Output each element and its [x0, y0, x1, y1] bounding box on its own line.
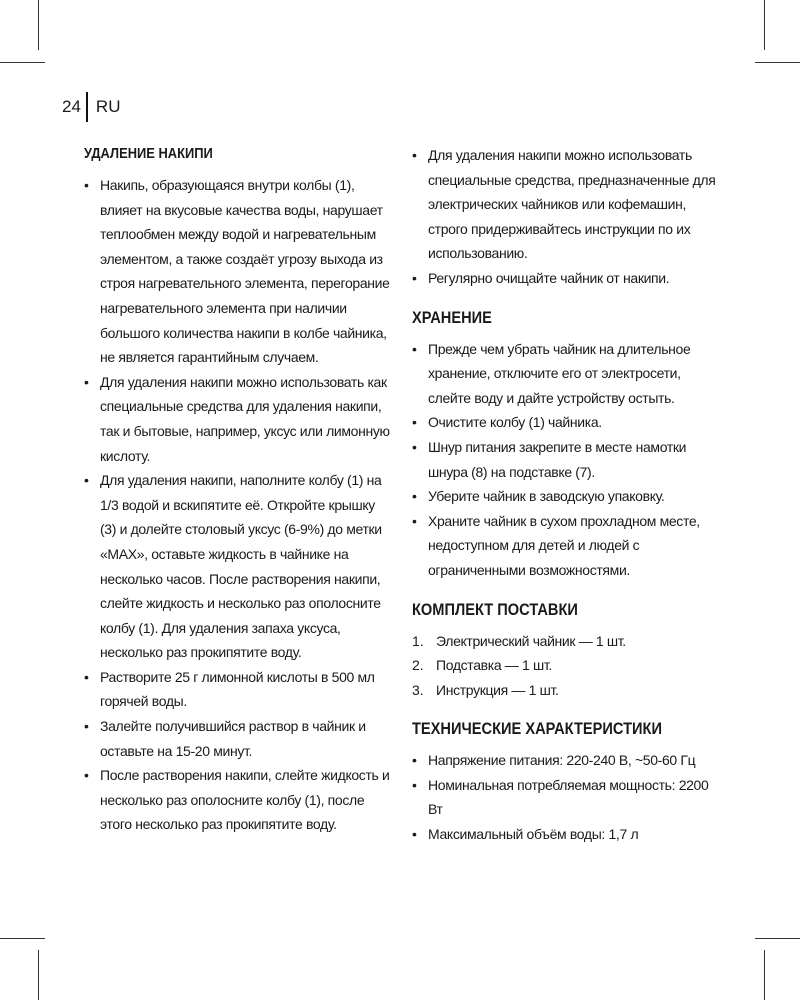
list-item: • Храните чайник в сухом прохладном месте, недоступном для детей и людей с ограниченными возможностями.	[412, 509, 718, 583]
list-item: • Регулярно очищайте чайник от накипи.	[412, 266, 718, 291]
crop-mark	[0, 938, 45, 939]
list-item: • Для удаления накипи можно использовать специальные средства, предназначенные для электрических чайников или кофемашин, строго придерживайтесь инструкции по их использованию.	[412, 143, 718, 266]
list-item: • Для удаления накипи можно использовать как специальные средства для удаления накипи, так и бытовые, например, уксус или лимонную кислоту.	[84, 370, 390, 468]
crop-mark	[755, 62, 800, 63]
descaling-section	[84, 143, 390, 837]
package-title: КОМПЛЕКТ ПОСТАВКИ	[412, 599, 578, 619]
page-header	[62, 92, 120, 122]
crop-mark	[764, 0, 765, 50]
list-item: 2. Подставка — 1 шт.	[412, 657, 552, 674]
descaling-list	[84, 173, 390, 837]
crop-mark	[38, 950, 39, 1000]
crop-mark	[38, 0, 39, 50]
descaling-list-continued	[412, 143, 718, 291]
list-item: 3. Инструкция — 1 шт.	[412, 681, 559, 698]
specs-section	[412, 718, 718, 846]
right-column	[412, 143, 718, 863]
storage-title: ХРАНЕНИЕ	[412, 307, 492, 327]
package-list	[412, 629, 718, 703]
list-item: • Залейте получившийся раствор в чайник и оставьте на 15-20 минут.	[84, 714, 390, 763]
storage-list	[412, 337, 718, 583]
list-item: • Максимальный объём воды: 1,7 л	[412, 822, 718, 847]
list-item: • Очистите колбу (1) чайника.	[412, 410, 718, 435]
list-item: • Для удаления накипи, наполните колбу (1) на 1/3 водой и вскипятите её. Откройте крышку (3) и долейте столовый уксус (6-9%) до метки «MAX», оставьте жидкость в чайнике на несколько часов. После растворения накипи, слейте жидкость и несколько раз ополосните колбу (1). Для удаления запаха уксуса, несколько раз прокипятите воду.	[84, 468, 390, 665]
list-item: • Шнур питания закрепите в месте намотки шнура (8) на подставке (7).	[412, 435, 718, 484]
list-item: 1. Электрический чайник — 1 шт.	[412, 632, 626, 649]
language-label: RU	[95, 97, 121, 116]
list-item: • Напряжение питания: 220-240 В, ~50-60 Гц	[412, 748, 718, 773]
list-item: • Номинальная потребляемая мощность: 2200 Вт	[412, 773, 718, 822]
list-item: • Уберите чайник в заводскую упаковку.	[412, 484, 718, 509]
specs-list	[412, 748, 718, 846]
storage-section	[412, 307, 718, 583]
list-item: • Накипь, образующаяся внутри колбы (1), влияет на вкусовые качества воды, нарушает теплообмен между водой и нагревательным элементом, а также создаёт угрозу выхода из строя нагревательного элемента, перегорание нагревательного элемента при наличии большого количества накипи в колбе чайника, не является гарантийным случаем.	[84, 173, 390, 370]
list-item: • После растворения накипи, слейте жидкость и несколько раз ополосните колбу (1), после этого несколько раз прокипятите воду.	[84, 763, 390, 837]
list-item: • Прежде чем убрать чайник на длительное хранение, отключите его от электросети, слейте воду и дайте устройству остыть.	[412, 337, 718, 411]
list-item: • Растворите 25 г лимонной кислоты в 500 мл горячей воды.	[84, 665, 390, 714]
descaling-continued	[412, 143, 718, 291]
left-column	[84, 143, 390, 853]
crop-mark	[0, 62, 45, 63]
crop-mark	[755, 938, 800, 939]
header-divider	[86, 92, 88, 122]
specs-title: ТЕХНИЧЕСКИЕ ХАРАКТЕРИСТИКИ	[412, 719, 662, 739]
crop-mark	[764, 950, 765, 1000]
page-number: 24	[62, 97, 81, 116]
descaling-title: УДАЛЕНИЕ НАКИПИ	[84, 145, 213, 162]
package-section	[412, 599, 718, 703]
